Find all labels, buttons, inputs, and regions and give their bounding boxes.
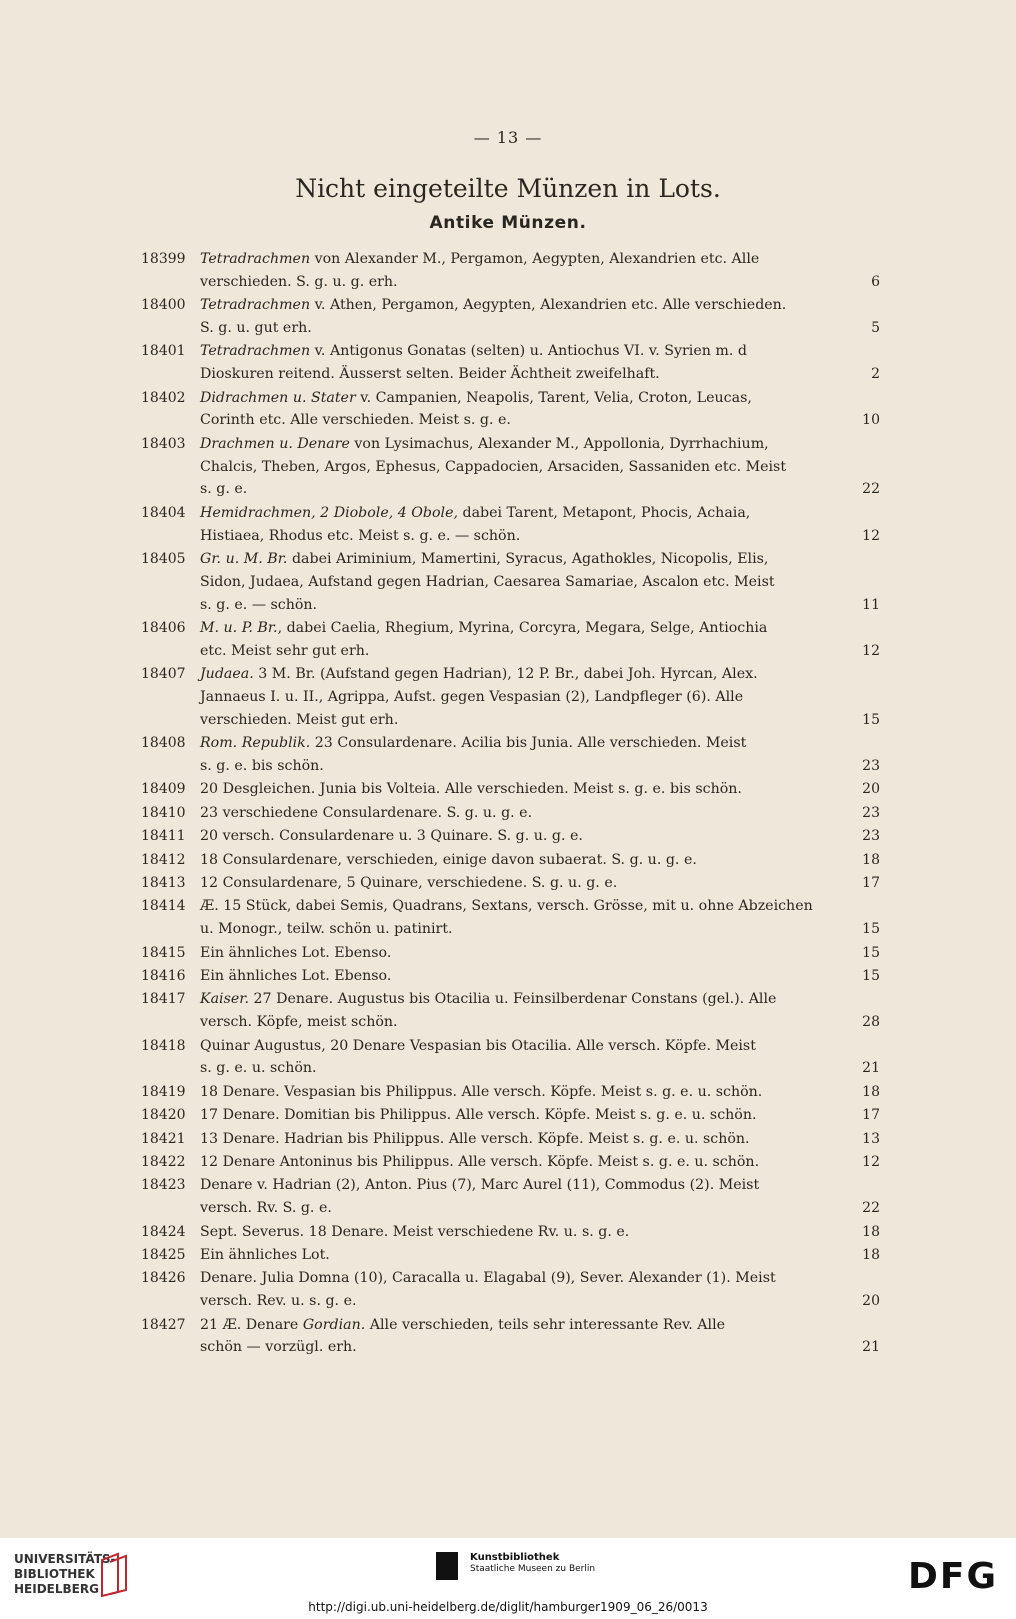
lot-number: 18418 (141, 1037, 186, 1054)
lot-estimate: 17 (862, 875, 880, 891)
lot-estimate: 18 (862, 1083, 880, 1100)
lot-description-line: Chalcis, Theben, Argos, Ephesus, Cappadocien, Arsaciden, Sassaniden etc. Meist (200, 458, 787, 475)
lot-description-line: Dioskuren reitend. Äusserst selten. Beider Ächtheit zweifelhaft. (200, 366, 660, 383)
lot-description-line: Sidon, Judaea, Aufstand gegen Hadrian, Caesarea Samariae, Ascalon etc. Meist (200, 573, 775, 590)
lot-estimate: 2 (871, 366, 880, 383)
lot-estimate: 10 (862, 412, 880, 429)
lot-number: 18424 (141, 1223, 186, 1240)
lot-description-line: Corinth etc. Alle verschieden. Meist s. g. e. (200, 412, 511, 429)
lot-number: 18409 (141, 781, 186, 798)
lot-category: Kaiser. (200, 991, 250, 1008)
lot-description-line: Ein ähnliches Lot. (200, 1247, 330, 1263)
lot-category: Tetradrachmen (200, 251, 311, 267)
lot-estimate: 18 (862, 1223, 880, 1240)
lot-estimate: 23 (862, 757, 880, 774)
lot-number: 18414 (141, 898, 186, 915)
lot-estimate: 23 (862, 804, 880, 821)
lot-number: 18427 (141, 1316, 186, 1333)
lot-category: Gr. u. M. Br. (200, 551, 288, 567)
lot-description-line: 20 Desgleichen. Junia bis Volteia. Alle verschieden. Meist s. g. e. bis schön. (200, 781, 742, 798)
source-url[interactable]: http://digi.ub.uni-heidelberg.de/diglit/hamburger1909_06_26/0013 (308, 1600, 708, 1614)
kunstbibliothek-subtitle: Staatliche Museen zu Berlin (470, 1564, 596, 1574)
kunstbibliothek-label (470, 1552, 595, 1575)
lot-estimate: 21 (862, 1060, 880, 1077)
lot-description-line: Rom. Republik. 23 Consulardenare. Acilia bis Junia. Alle verschieden. Meist (200, 735, 747, 752)
lot-estimate: 13 (862, 1130, 880, 1147)
lot-number: 18416 (141, 968, 186, 984)
lot-description-line: 13 Denare. Hadrian bis Philippus. Alle versch. Köpfe. Meist s. g. e. u. schön. (200, 1130, 750, 1147)
lot-description-line: versch. Rv. S. g. e. (200, 1200, 332, 1217)
lot-estimate: 12 (862, 642, 880, 659)
lot-number: 18415 (141, 944, 186, 961)
lot-description-line: 21 Æ. Denare Gordian. Alle verschieden, teils sehr interessante Rev. Alle (200, 1316, 726, 1333)
lot-number: 18413 (141, 875, 186, 891)
lot-number: 18401 (141, 343, 186, 360)
lot-number: 18405 (141, 551, 186, 567)
lot-number: 18407 (141, 666, 186, 683)
lot-description-line: Æ. 15 Stück, dabei Semis, Quadrans, Sextans, versch. Grösse, mit u. ohne Abzeichen (200, 898, 813, 915)
lot-category: Tetradrachmen (200, 343, 311, 360)
lot-category: Judaea. (200, 666, 254, 683)
lot-description-line: Judaea. 3 M. Br. (Aufstand gegen Hadrian), 12 P. Br., dabei Joh. Hyrcan, Alex. (200, 666, 758, 683)
lot-estimate: 5 (871, 319, 880, 336)
lot-estimate: 18 (862, 851, 880, 868)
lot-estimate: 6 (871, 273, 880, 290)
lot-estimate: 15 (862, 711, 880, 728)
lot-number: 18423 (141, 1177, 186, 1194)
lot-number: 18399 (141, 251, 186, 267)
lot-estimate: 12 (862, 527, 880, 544)
lot-description-line: Ein ähnliches Lot. Ebenso. (200, 944, 392, 961)
lot-estimate: 18 (862, 1247, 880, 1263)
lot-number: 18400 (141, 297, 186, 314)
lot-number: 18403 (141, 435, 186, 452)
lot-description-line: Didrachmen u. Stater v. Campanien, Neapolis, Tarent, Velia, Croton, Leucas, (200, 389, 752, 406)
lot-estimate: 28 (862, 1014, 880, 1031)
lot-description-line: Tetradrachmen von Alexander M., Pergamon, Aegypten, Alexandrien etc. Alle (200, 251, 760, 267)
lot-description-line: verschieden. Meist gut erh. (200, 711, 399, 728)
lot-number: 18410 (141, 804, 186, 821)
lot-number: 18402 (141, 389, 186, 406)
lot-estimate: 20 (862, 1293, 880, 1310)
kunstbibliothek-icon (436, 1552, 458, 1580)
lot-number: 18419 (141, 1083, 186, 1100)
lot-description-line: Denare v. Hadrian (2), Anton. Pius (7), Marc Aurel (11), Commodus (2). Meist (200, 1177, 760, 1194)
lot-number: 18411 (141, 828, 186, 845)
lot-number: 18421 (141, 1130, 186, 1147)
kunstbibliothek-title: Kunstbibliothek (470, 1552, 560, 1563)
lot-category: Drachmen u. Denare (200, 435, 350, 452)
lot-number: 18408 (141, 735, 186, 752)
library-name: UNIVERSITÄTS- BIBLIOTHEK HEIDELBERG (14, 1552, 116, 1596)
lot-description-line: S. g. u. gut erh. (200, 319, 312, 336)
lot-category: M. u. P. Br. (200, 620, 278, 636)
page-title: Nicht eingeteilte Münzen in Lots. (295, 174, 721, 203)
lot-description-line: 18 Denare. Vespasian bis Philippus. Alle versch. Köpfe. Meist s. g. e. u. schön. (200, 1083, 763, 1100)
lot-description-line: Tetradrachmen v. Antigonus Gonatas (selten) u. Antiochus VI. v. Syrien m. d (200, 343, 747, 360)
lot-number: 18417 (141, 991, 186, 1008)
lot-description-line: etc. Meist sehr gut erh. (200, 642, 370, 659)
lot-description-line: s. g. e. (200, 481, 248, 498)
lot-description-line: Hemidrachmen, 2 Diobole, 4 Obole, dabei Tarent, Metapont, Phocis, Achaia, (200, 504, 751, 521)
lot-description-line: Denare. Julia Domna (10), Caracalla u. Elagabal (9), Sever. Alexander (1). Meist (200, 1270, 776, 1287)
lot-estimate: 22 (862, 481, 880, 498)
lot-number: 18404 (141, 504, 186, 521)
lot-description-line: 12 Consulardenare, 5 Quinare, verschiedene. S. g. u. g. e. (200, 875, 618, 891)
library-logo-icon (98, 1552, 130, 1598)
dfg-logo: DFG (907, 1556, 998, 1597)
page-number: — 13 — (473, 128, 543, 147)
lot-description-line: Kaiser. 27 Denare. Augustus bis Otacilia u. Feinsilberdenar Constans (gel.). Alle (200, 991, 777, 1008)
lot-estimate: 20 (862, 781, 880, 798)
lot-description-line: s. g. e. u. schön. (200, 1060, 317, 1077)
lot-description-line: versch. Rev. u. s. g. e. (200, 1293, 357, 1310)
lot-description-line: Histiaea, Rhodus etc. Meist s. g. e. — schön. (200, 527, 521, 544)
lot-description-line: versch. Köpfe, meist schön. (200, 1014, 398, 1031)
lot-description-line: Ein ähnliches Lot. Ebenso. (200, 968, 392, 984)
lot-description-line: s. g. e. — schön. (200, 596, 318, 613)
lot-description-line: u. Monogr., teilw. schön u. patinirt. (200, 921, 453, 938)
lot-estimate: 12 (862, 1154, 880, 1170)
lot-description-line: 12 Denare Antoninus bis Philippus. Alle versch. Köpfe. Meist s. g. e. u. schön. (200, 1154, 760, 1170)
lot-description-line: M. u. P. Br., dabei Caelia, Rhegium, Myrina, Corcyra, Megara, Selge, Antiochia (200, 620, 768, 636)
lot-estimate: 11 (862, 596, 880, 613)
lot-description-line: s. g. e. bis schön. (200, 757, 324, 774)
lot-description-line: 18 Consulardenare, verschieden, einige davon subaerat. S. g. u. g. e. (200, 851, 697, 868)
lot-description-line: verschieden. S. g. u. g. erh. (200, 273, 398, 290)
lot-description-line: Sept. Severus. 18 Denare. Meist verschiedene Rv. u. s. g. e. (200, 1223, 630, 1240)
lot-estimate: 15 (862, 944, 880, 961)
lot-description-line: 23 verschiedene Consulardenare. S. g. u. g. e. (200, 804, 533, 821)
section-heading: Antike Münzen. (429, 213, 587, 233)
lot-category: Tetradrachmen (200, 297, 311, 314)
lot-estimate: 23 (862, 828, 880, 845)
lot-description-line: schön — vorzügl. erh. (200, 1339, 357, 1356)
lot-description-line: 20 versch. Consulardenare u. 3 Quinare. S. g. u. g. e. (200, 828, 583, 845)
lot-category: Rom. Republik. (200, 735, 311, 752)
lot-category: Gordian. (302, 1316, 366, 1333)
lot-description-line: 17 Denare. Domitian bis Philippus. Alle versch. Köpfe. Meist s. g. e. u. schön. (200, 1107, 757, 1124)
lot-description-line: Drachmen u. Denare von Lysimachus, Alexander M., Appollonia, Dyrrhachium, (200, 435, 769, 452)
lot-description-line: Gr. u. M. Br. dabei Ariminium, Mamertini, Syracus, Agathokles, Nicopolis, Elis, (200, 551, 769, 567)
lot-estimate: 17 (862, 1107, 880, 1124)
lot-description-line: Jannaeus I. u. II., Agrippa, Aufst. gegen Vespasian (2), Landpfleger (6). Alle (200, 688, 744, 705)
lot-description-line: Tetradrachmen v. Athen, Pergamon, Aegypten, Alexandrien etc. Alle verschieden. (200, 297, 787, 314)
lot-number: 18426 (141, 1270, 186, 1287)
lot-category: Didrachmen u. Stater (200, 389, 356, 406)
lot-number: 18420 (141, 1107, 186, 1124)
lot-estimate: 15 (862, 968, 880, 984)
lot-estimate: 22 (862, 1200, 880, 1217)
lot-category: Hemidrachmen, 2 Diobole, 4 Obole, (200, 504, 458, 521)
lot-number: 18422 (141, 1154, 186, 1170)
footer-bar (0, 1538, 1016, 1619)
lot-number: 18412 (141, 851, 186, 868)
lot-number: 18406 (141, 620, 186, 636)
lot-number: 18425 (141, 1247, 186, 1263)
lot-estimate: 15 (862, 921, 880, 938)
lot-estimate: 21 (862, 1339, 880, 1356)
lot-description-line: Quinar Augustus, 20 Denare Vespasian bis Otacilia. Alle versch. Köpfe. Meist (200, 1037, 756, 1054)
